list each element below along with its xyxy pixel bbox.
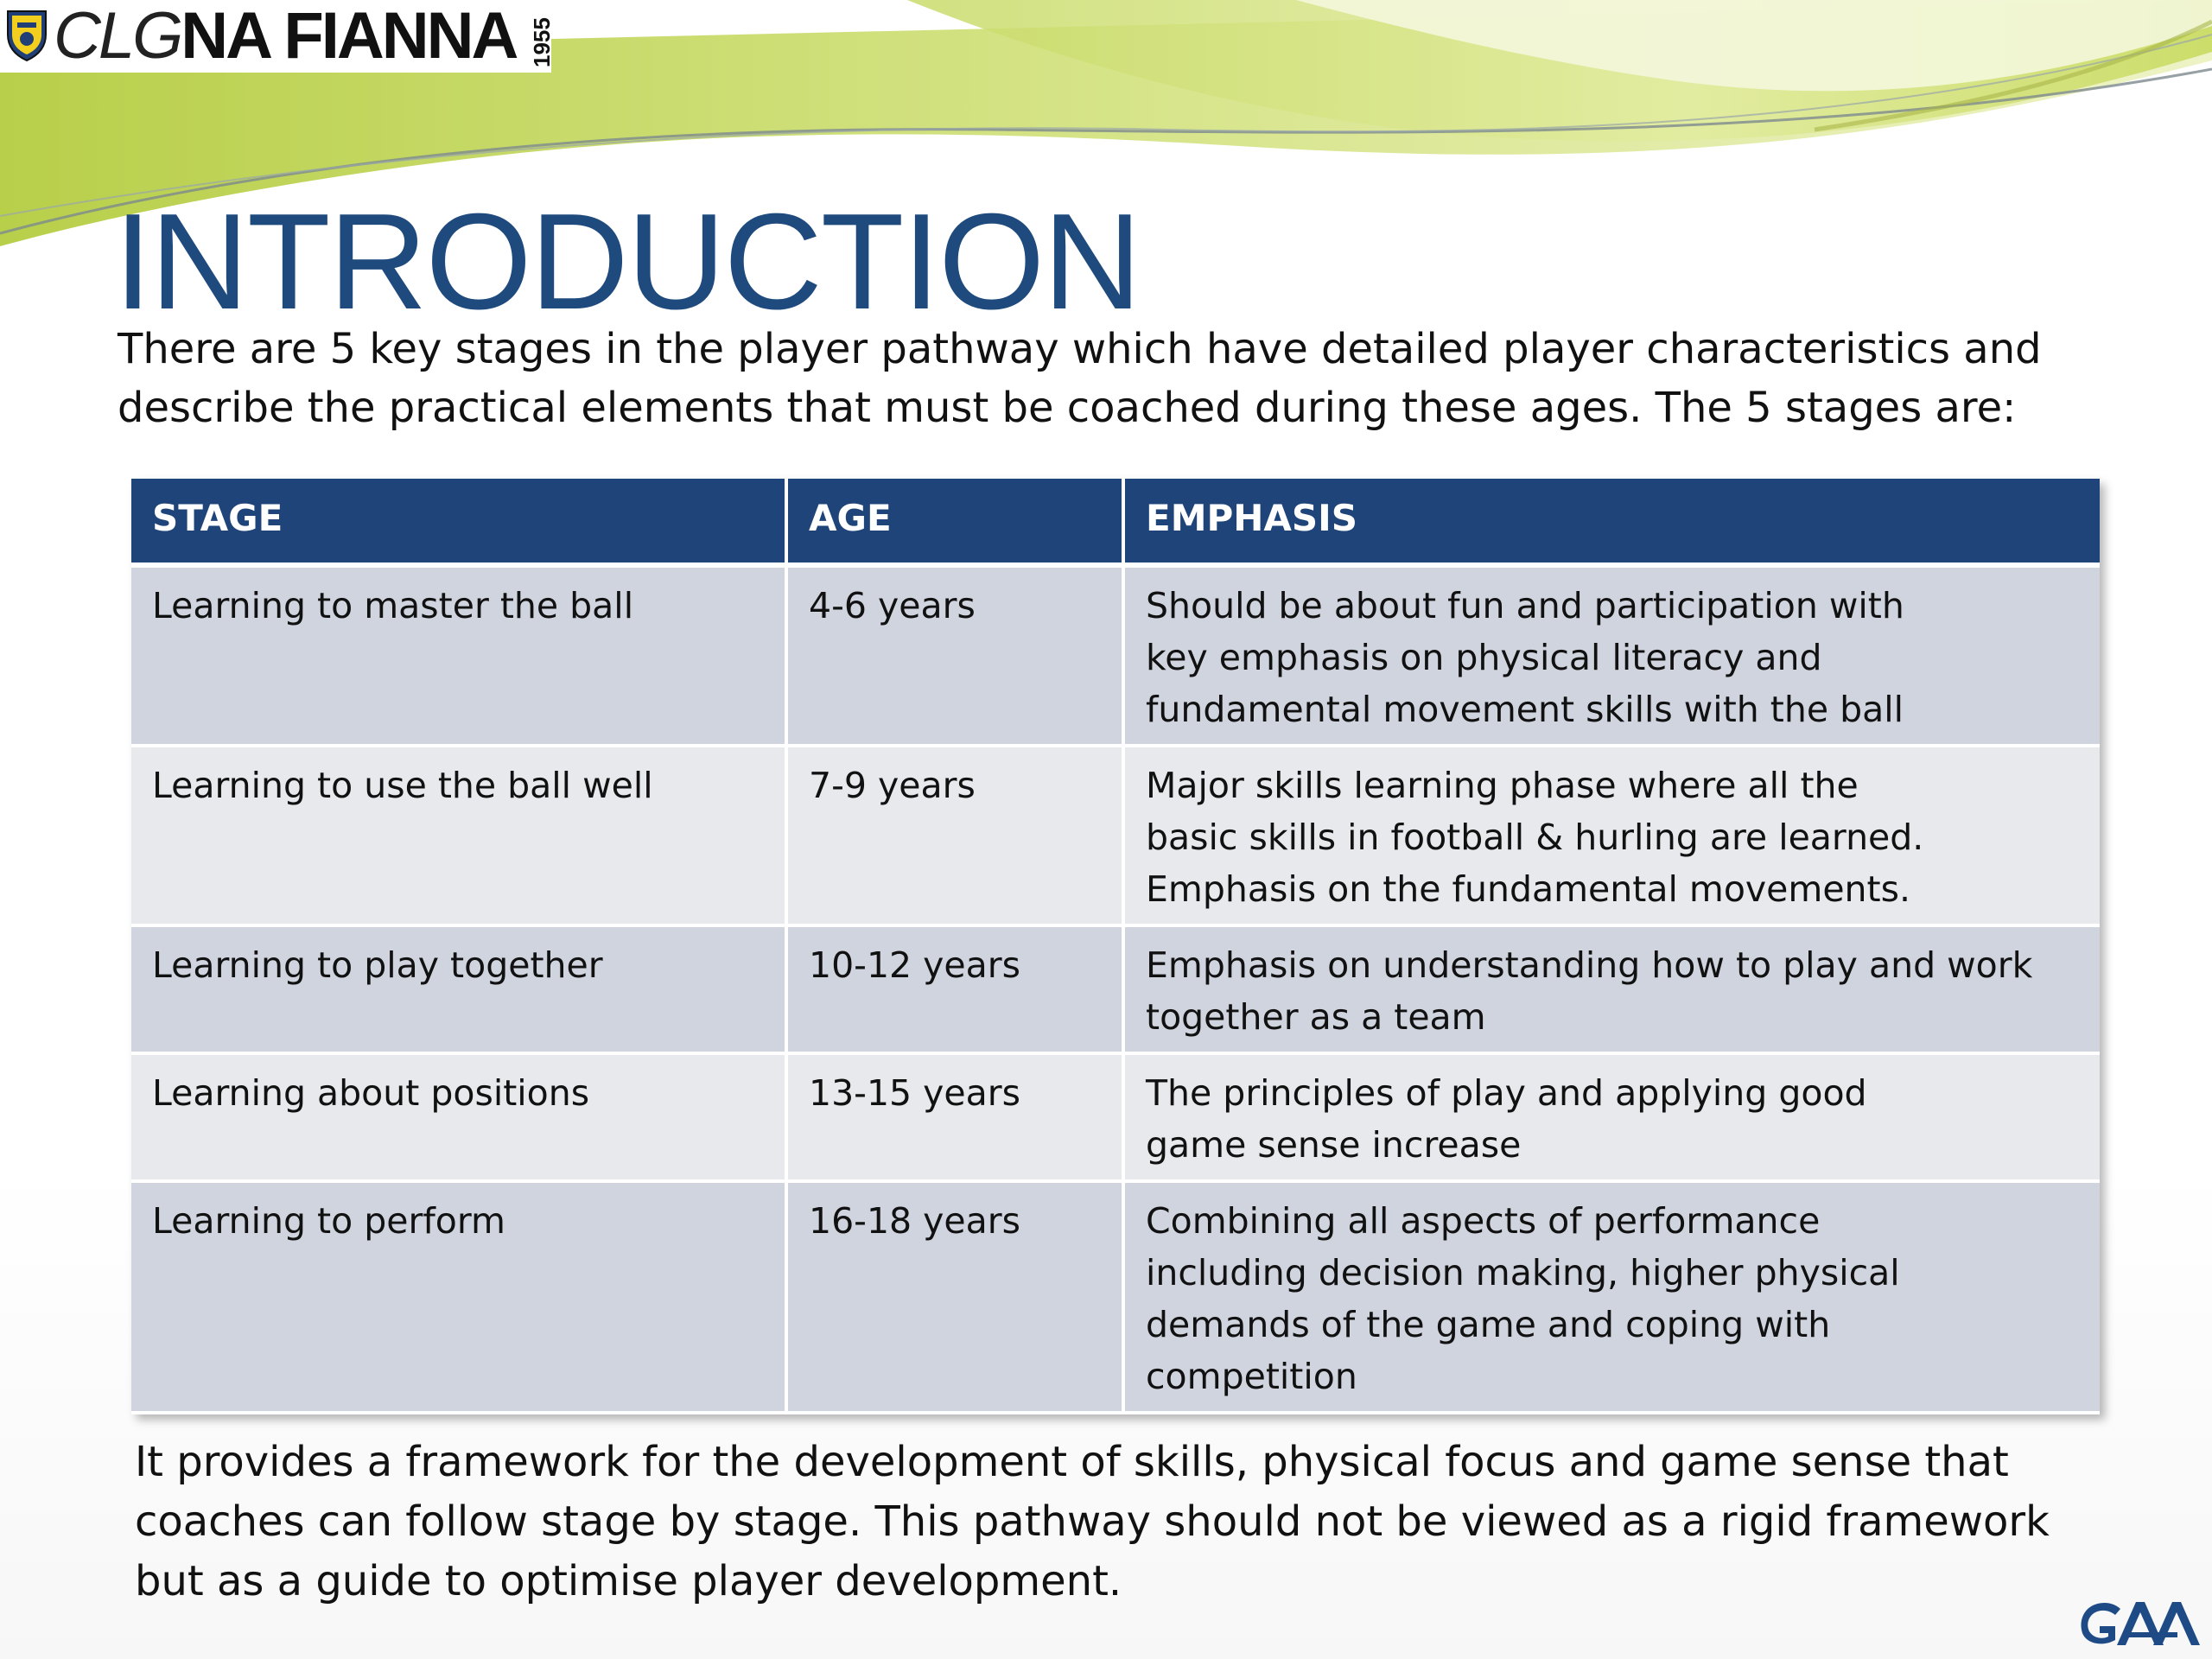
cell-stage: Learning to play together (131, 925, 786, 1053)
emphasis-line: Should be about fun and participation with (1146, 585, 1904, 626)
cell-emphasis (1123, 1053, 2100, 1181)
stages-table-container (131, 479, 2100, 1414)
table-row (131, 565, 2100, 746)
club-logo-text (54, 2, 516, 71)
cell-age: 13-15 years (786, 1053, 1123, 1181)
table-row (131, 1053, 2100, 1181)
conclusion-paragraph: It provides a framework for the development of skills, physical focus and game sense that coaches can follow stage by stage. This pathway should not be viewed as a rigid framework but as a guide to optimise player development. (135, 1438, 2050, 1605)
intro-paragraph: There are 5 key stages in the player pathway which have detailed player characteristics and describe the practical elements that must be coached during these ages. The 5 stages are: (118, 325, 2042, 432)
cell-age: 7-9 years (786, 746, 1123, 925)
cell-stage: Learning to use the ball well (131, 746, 786, 925)
cell-emphasis (1123, 925, 2100, 1053)
club-logo-year: 1955 (529, 17, 555, 67)
emphasis-line: including decision making, higher physical (1146, 1252, 1900, 1294)
cell-age: 10-12 years (786, 925, 1123, 1053)
table-row (131, 925, 2100, 1053)
emphasis-line: Emphasis on the fundamental movements. (1146, 868, 1911, 910)
emphasis-line: key emphasis on physical literacy and (1146, 637, 1822, 678)
club-crest-icon (5, 9, 48, 62)
cell-emphasis (1123, 1181, 2100, 1413)
emphasis-line: Combining all aspects of performance (1146, 1200, 1821, 1242)
cell-emphasis (1123, 746, 2100, 925)
table-row (131, 746, 2100, 925)
emphasis-line: Major skills learning phase where all the (1146, 765, 1859, 806)
cell-age: 16-18 years (786, 1181, 1123, 1413)
club-logo-prefix: CLG (54, 0, 181, 73)
club-logo-name: NA FIANNA (181, 0, 517, 73)
page-title: INTRODUCTION (114, 186, 1141, 338)
emphasis-line: competition (1146, 1356, 1357, 1397)
emphasis-line: together as a team (1146, 996, 1486, 1038)
emphasis-line: demands of the game and coping with (1146, 1304, 1831, 1345)
stages-table (131, 479, 2100, 1414)
header-emphasis: EMPHASIS (1123, 479, 2100, 565)
cell-stage: Learning to perform (131, 1181, 786, 1413)
header-stage: STAGE (131, 479, 786, 565)
table-header-row (131, 479, 2100, 565)
cell-stage: Learning to master the ball (131, 565, 786, 746)
emphasis-line: fundamental movement skills with the ball (1146, 689, 1904, 730)
emphasis-line: game sense increase (1146, 1124, 1522, 1166)
table-row (131, 1181, 2100, 1413)
emphasis-line: basic skills in football & hurling are learned. (1146, 817, 1924, 858)
gaa-logo-icon (2075, 1597, 2205, 1649)
cell-age: 4-6 years (786, 565, 1123, 746)
cell-emphasis (1123, 565, 2100, 746)
cell-stage: Learning about positions (131, 1053, 786, 1181)
emphasis-line: Emphasis on understanding how to play and work (1146, 944, 2033, 986)
club-logo (0, 0, 555, 73)
emphasis-line: The principles of play and applying good (1146, 1072, 1867, 1114)
header-age: AGE (786, 479, 1123, 565)
